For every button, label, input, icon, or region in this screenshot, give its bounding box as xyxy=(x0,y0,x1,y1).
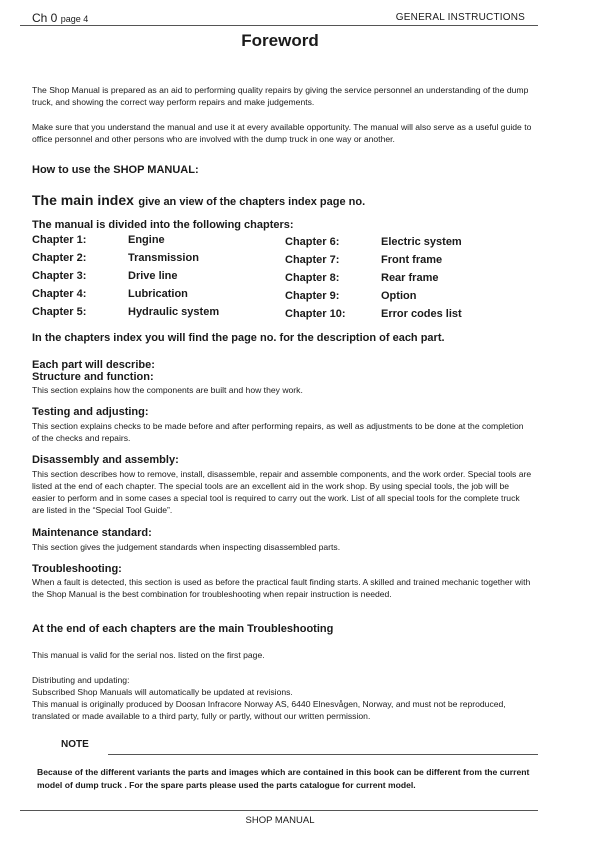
chapter-9-name: Option xyxy=(381,290,417,302)
distributing-update-text: Subscribed Shop Manuals will automatically be updated at revisions. xyxy=(32,687,293,697)
chapter-6-number: Chapter 6: xyxy=(285,236,340,248)
chapter-8-number: Chapter 8: xyxy=(285,272,340,284)
how-to-use-heading: How to use the SHOP MANUAL: xyxy=(32,164,199,176)
disassembly-heading: Disassembly and assembly: xyxy=(32,454,179,466)
chapters-index-note: In the chapters index you will find the page no. for the description of each part. xyxy=(32,332,445,344)
chapters-heading: The manual is divided into the following chapters: xyxy=(32,219,294,231)
chapter-2-name: Transmission xyxy=(128,252,199,264)
chapter-10-name: Error codes list xyxy=(381,308,462,320)
chapter-5-number: Chapter 5: xyxy=(32,306,87,318)
chapter-6-name: Electric system xyxy=(381,236,462,248)
chapter-4-name: Lubrication xyxy=(128,288,188,300)
chapter-7-number: Chapter 7: xyxy=(285,254,340,266)
main-index-bold: The main index xyxy=(32,192,134,208)
each-part-heading: Each part will describe: xyxy=(32,359,155,371)
intro-paragraph-2: Make sure that you understand the manual and use it at every available opportunity. The manual will also serve as a useful guide to office personnel and other persons who are involved with the dump truck in one way or another. xyxy=(32,122,532,144)
end-of-chapters-heading: At the end of each chapters are the main Troubleshooting xyxy=(32,623,334,635)
intro-paragraph-1: The Shop Manual is prepared as an aid to performing quality repairs by giving the service personnel an understanding of the dump truck, and showing the correct way perform repairs and make judgements. xyxy=(32,85,529,107)
note-rule xyxy=(108,754,538,755)
troubleshooting-heading: Troubleshooting: xyxy=(32,563,122,575)
structure-text: This section explains how the components are built and how they work. xyxy=(32,385,303,395)
disassembly-text: This section describes how to remove, install, disassemble, repair and assemble components, and the work order. Special tools are listed at the end of each chapter. The special tools are an excellent aid in the work shop. By using special tools, the job will be easier to perform and in some cases a special tool is required to carry out the work. List of all special tools for the complete truck are listed in the “Special Tool Guide”. xyxy=(32,469,532,515)
main-index-line xyxy=(32,192,365,210)
distributing-copyright-text: This manual is originally produced by Doosan Infracore Norway AS, 6440 Elnesvågen, Norway, and must not be reproduced, translated or made available to a third party, fully or partly, without our written permission. xyxy=(32,699,506,721)
page-title: Foreword xyxy=(241,31,319,50)
page-number: page 4 xyxy=(60,14,89,24)
valid-note: This manual is valid for the serial nos. listed on the first page. xyxy=(32,650,265,660)
footer-rule xyxy=(20,810,538,811)
chapter-3-name: Drive line xyxy=(128,270,178,282)
chapter-7-name: Front frame xyxy=(381,254,443,266)
maintenance-text: This section gives the judgement standards when inspecting disassembled parts. xyxy=(32,542,341,552)
main-index-rest: give an view of the chapters index page no. xyxy=(138,196,366,208)
chapter-4-number: Chapter 4: xyxy=(32,288,87,300)
chapter-5-name: Hydraulic system xyxy=(128,306,220,318)
note-label: NOTE xyxy=(61,739,89,750)
chapter-1-name: Engine xyxy=(128,234,165,246)
section-header: GENERAL INSTRUCTIONS xyxy=(395,12,525,23)
footer-title: SHOP MANUAL xyxy=(245,815,315,826)
maintenance-heading: Maintenance standard: xyxy=(32,527,152,539)
testing-heading: Testing and adjusting: xyxy=(32,406,149,418)
note-text: Because of the different variants the parts and images which are contained in this book can be different from the current model of dump truck . For the spare parts please used the parts catalogue for current model. xyxy=(37,767,530,790)
chapter-1-number: Chapter 1: xyxy=(32,234,87,246)
header-rule xyxy=(20,25,538,26)
chapter-number: Ch 0 xyxy=(32,11,58,25)
chapter-3-number: Chapter 3: xyxy=(32,270,87,282)
structure-heading: Structure and function: xyxy=(32,371,154,383)
chapter-8-name: Rear frame xyxy=(381,272,439,284)
troubleshooting-text: When a fault is detected, this section is used as before the practical fault finding starts. A skilled and trained mechanic together with the Shop Manual is the best combination for troubleshooting when repair instruction is needed. xyxy=(32,577,531,599)
testing-text: This section explains checks to be made before and after performing repairs, as well as adjustments to be done at the completion of the checks and repairs. xyxy=(32,421,524,443)
chapter-10-number: Chapter 10: xyxy=(285,308,346,320)
distributing-heading: Distributing and updating: xyxy=(32,675,130,685)
chapter-2-number: Chapter 2: xyxy=(32,252,87,264)
chapter-9-number: Chapter 9: xyxy=(285,290,340,302)
chapter-page-label xyxy=(32,11,88,25)
